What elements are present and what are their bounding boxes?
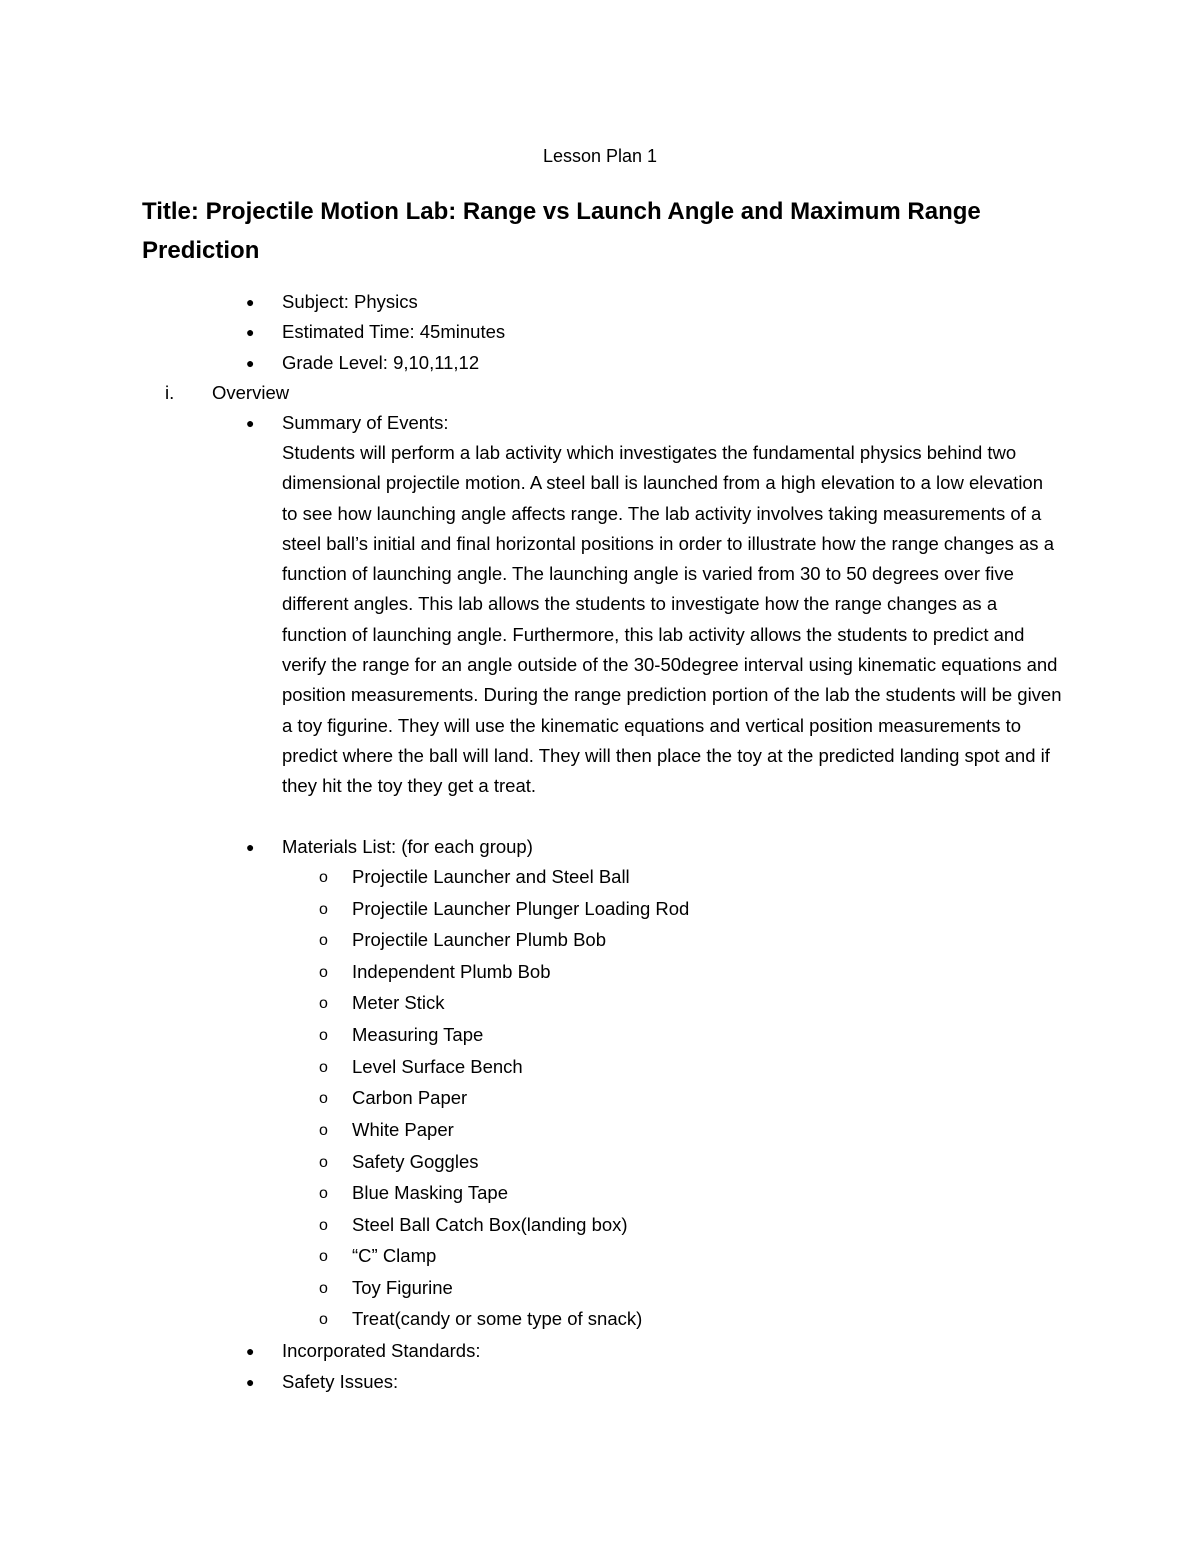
subject-item: Subject: Physics	[282, 291, 418, 312]
materials-label: Materials List: (for each group)	[282, 836, 533, 857]
material-item: Treat(candy or some type of snack)	[352, 1308, 643, 1329]
circle-bullet-icon: o	[319, 1090, 328, 1107]
estimated-time-item: Estimated Time: 45minutes	[282, 321, 506, 342]
grade-level-item: Grade Level: 9,10,11,12	[282, 352, 480, 373]
circle-bullet-icon: o	[319, 1185, 328, 1202]
standards-label: Incorporated Standards:	[282, 1340, 481, 1361]
circle-bullet-icon: o	[319, 932, 328, 949]
lesson-title: Title: Projectile Motion Lab: Range vs Launch Angle and Maximum Range Prediction	[142, 198, 981, 264]
material-item: Independent Plumb Bob	[352, 961, 551, 982]
bullet-icon: ●	[246, 1374, 255, 1390]
circle-bullet-icon: o	[319, 995, 328, 1012]
section-heading-overview: Overview	[212, 382, 290, 403]
material-item: Projectile Launcher Plunger Loading Rod	[352, 898, 690, 919]
material-item: Projectile Launcher Plumb Bob	[352, 929, 607, 950]
circle-bullet-icon: o	[319, 1311, 328, 1328]
circle-bullet-icon: o	[319, 1059, 328, 1076]
circle-bullet-icon: o	[319, 1248, 328, 1265]
material-item: “C” Clamp	[352, 1245, 437, 1266]
page-header: Lesson Plan 1	[542, 146, 658, 166]
circle-bullet-icon: o	[319, 901, 328, 918]
circle-bullet-icon: o	[319, 1217, 328, 1234]
bullet-icon: ●	[246, 415, 255, 431]
material-item: Steel Ball Catch Box(landing box)	[352, 1214, 628, 1235]
material-item: Meter Stick	[352, 992, 445, 1013]
bullet-icon: ●	[246, 1343, 255, 1359]
material-item: Level Surface Bench	[352, 1056, 523, 1077]
section-numeral: i.	[165, 382, 175, 403]
bullet-icon: ●	[246, 839, 255, 855]
material-item: Toy Figurine	[352, 1277, 453, 1298]
circle-bullet-icon: o	[319, 869, 328, 886]
material-item: Measuring Tape	[352, 1024, 484, 1045]
material-item: Projectile Launcher and Steel Ball	[352, 866, 630, 887]
circle-bullet-icon: o	[319, 964, 328, 981]
bullet-icon: ●	[246, 324, 255, 340]
bullet-icon: ●	[246, 294, 255, 310]
material-item: Safety Goggles	[352, 1151, 479, 1172]
material-item: Blue Masking Tape	[352, 1182, 508, 1203]
safety-label: Safety Issues:	[282, 1371, 399, 1392]
circle-bullet-icon: o	[319, 1027, 328, 1044]
summary-label: Summary of Events:	[282, 412, 449, 433]
material-item: Carbon Paper	[352, 1087, 468, 1108]
circle-bullet-icon: o	[319, 1154, 328, 1171]
bullet-icon: ●	[246, 355, 255, 371]
circle-bullet-icon: o	[319, 1122, 328, 1139]
material-item: White Paper	[352, 1119, 454, 1140]
circle-bullet-icon: o	[319, 1280, 328, 1297]
summary-paragraph: Students will perform a lab activity which investigates the fundamental physics behind two dimensional projectile motion. A steel ball is launched from a high elevation to a low elevation to see how launching angle affects range. The lab activity involves taking measurements of a steel ball’s initial and final horizontal positions in order to illustrate how the range changes as a function of launching angle. The launching angle is varied from 30 to 50 degrees over five different angles. This lab allows the students to investigate how the range changes as a function of launching angle. Furthermore, this lab activity allows the students to predict and verify the range for an angle outside of the 30-50degree interval using kinematic equations and position measurements. During the range prediction portion of the lab the students will be given a toy figurine. They will use the kinematic equations and vertical position measurements to predict where the ball will land. They will then place the toy at the predicted landing spot and if they hit the toy they get a treat.	[282, 442, 1062, 797]
